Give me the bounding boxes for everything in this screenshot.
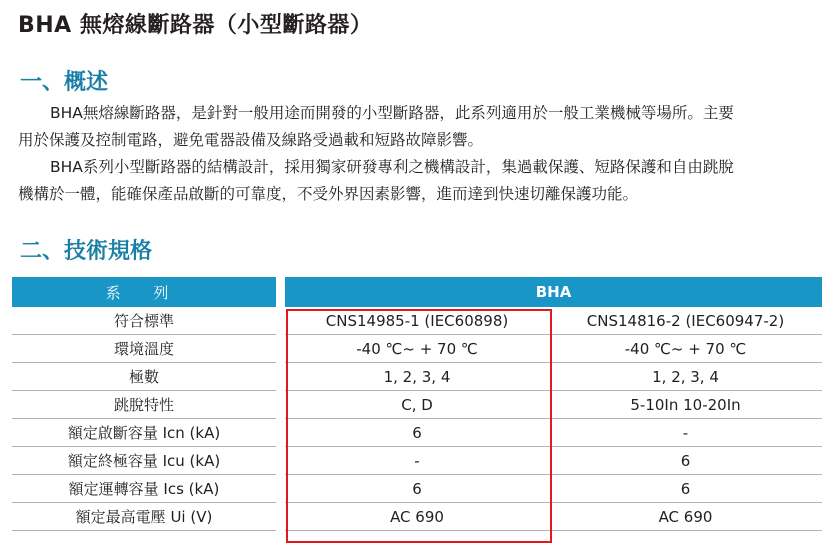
- spec-table-header-row: [12, 277, 822, 307]
- page-title: BHA 無熔線斷路器（小型斷路器）: [18, 13, 373, 38]
- spec-label-cell: 額定最高電壓 Ui (V): [12, 503, 276, 531]
- spec-label-cell: 額定啟斷容量 Icn (kA): [12, 419, 276, 447]
- overview-paragraph-1-line-2: 用於保護及控制電路，避免電器設備及線路受過載和短路故障影響。: [18, 131, 484, 149]
- series-header-cell: 系 列: [12, 277, 276, 307]
- spec-value-cell-iec60947: CNS14816-2 (IEC60947-2): [549, 307, 822, 335]
- header-gap: [276, 277, 285, 307]
- spec-row: [12, 475, 822, 503]
- spec-label-cell: 極數: [12, 363, 276, 391]
- overview-paragraph-1-line-1: BHA無熔線斷路器，是針對一般用途而開發的小型斷路器，此系列適用於一般工業機械等場所。主要: [50, 104, 734, 122]
- spec-row: [12, 503, 822, 531]
- spec-value-cell-iec60898: AC 690: [285, 503, 549, 531]
- spec-row: [12, 335, 822, 363]
- spec-value-cell-iec60947: 6: [549, 475, 822, 503]
- spec-gap-cell: [276, 475, 285, 503]
- spec-value-cell-iec60947: -: [549, 419, 822, 447]
- overview-paragraph-2-line-1: BHA系列小型斷路器的結構設計，採用獨家研發專利之機構設計，集過載保護、短路保護和自由跳脫: [50, 158, 734, 176]
- overview-heading: 一、概述: [20, 70, 109, 95]
- spec-label-cell: 額定終極容量 Icu (kA): [12, 447, 276, 475]
- spec-value-cell-iec60898: -40 ℃~ + 70 ℃: [285, 335, 549, 363]
- spec-gap-cell: [276, 363, 285, 391]
- spec-gap-cell: [276, 419, 285, 447]
- spec-gap-cell: [276, 447, 285, 475]
- spec-value-cell-iec60947: 5-10In 10-20In: [549, 391, 822, 419]
- spec-value-cell-iec60947: AC 690: [549, 503, 822, 531]
- overview-paragraph-2-line-2: 機構於一體，能確保產品啟斷的可靠度，不受外界因素影響，進而達到快速切離保護功能。: [18, 185, 639, 203]
- spec-value-cell-iec60898: CNS14985-1 (IEC60898): [285, 307, 549, 335]
- spec-row: [12, 391, 822, 419]
- spec-gap-cell: [276, 335, 285, 363]
- spec-gap-cell: [276, 503, 285, 531]
- spec-gap-cell: [276, 391, 285, 419]
- spec-row: [12, 363, 822, 391]
- spec-label-cell: 跳脫特性: [12, 391, 276, 419]
- overview-paragraph-2: [18, 154, 818, 208]
- spec-row: [12, 307, 822, 335]
- spec-value-cell-iec60898: 6: [285, 475, 549, 503]
- model-header-cell: BHA: [285, 277, 822, 307]
- spec-label-cell: 額定運轉容量 Ics (kA): [12, 475, 276, 503]
- spec-table: [12, 277, 822, 531]
- spec-value-cell-iec60898: 1, 2, 3, 4: [285, 363, 549, 391]
- spec-value-cell-iec60947: 1, 2, 3, 4: [549, 363, 822, 391]
- spec-label-cell: 環境溫度: [12, 335, 276, 363]
- spec-row: [12, 447, 822, 475]
- spec-label-cell: 符合標準: [12, 307, 276, 335]
- spec-value-cell-iec60947: 6: [549, 447, 822, 475]
- spec-value-cell-iec60898: -: [285, 447, 549, 475]
- spec-value-cell-iec60947: -40 ℃~ + 70 ℃: [549, 335, 822, 363]
- spec-row: [12, 419, 822, 447]
- spec-value-cell-iec60898: C, D: [285, 391, 549, 419]
- overview-paragraph-1: [18, 100, 818, 154]
- spec-gap-cell: [276, 307, 285, 335]
- specs-heading: 二、技術規格: [20, 239, 153, 264]
- spec-value-cell-iec60898: 6: [285, 419, 549, 447]
